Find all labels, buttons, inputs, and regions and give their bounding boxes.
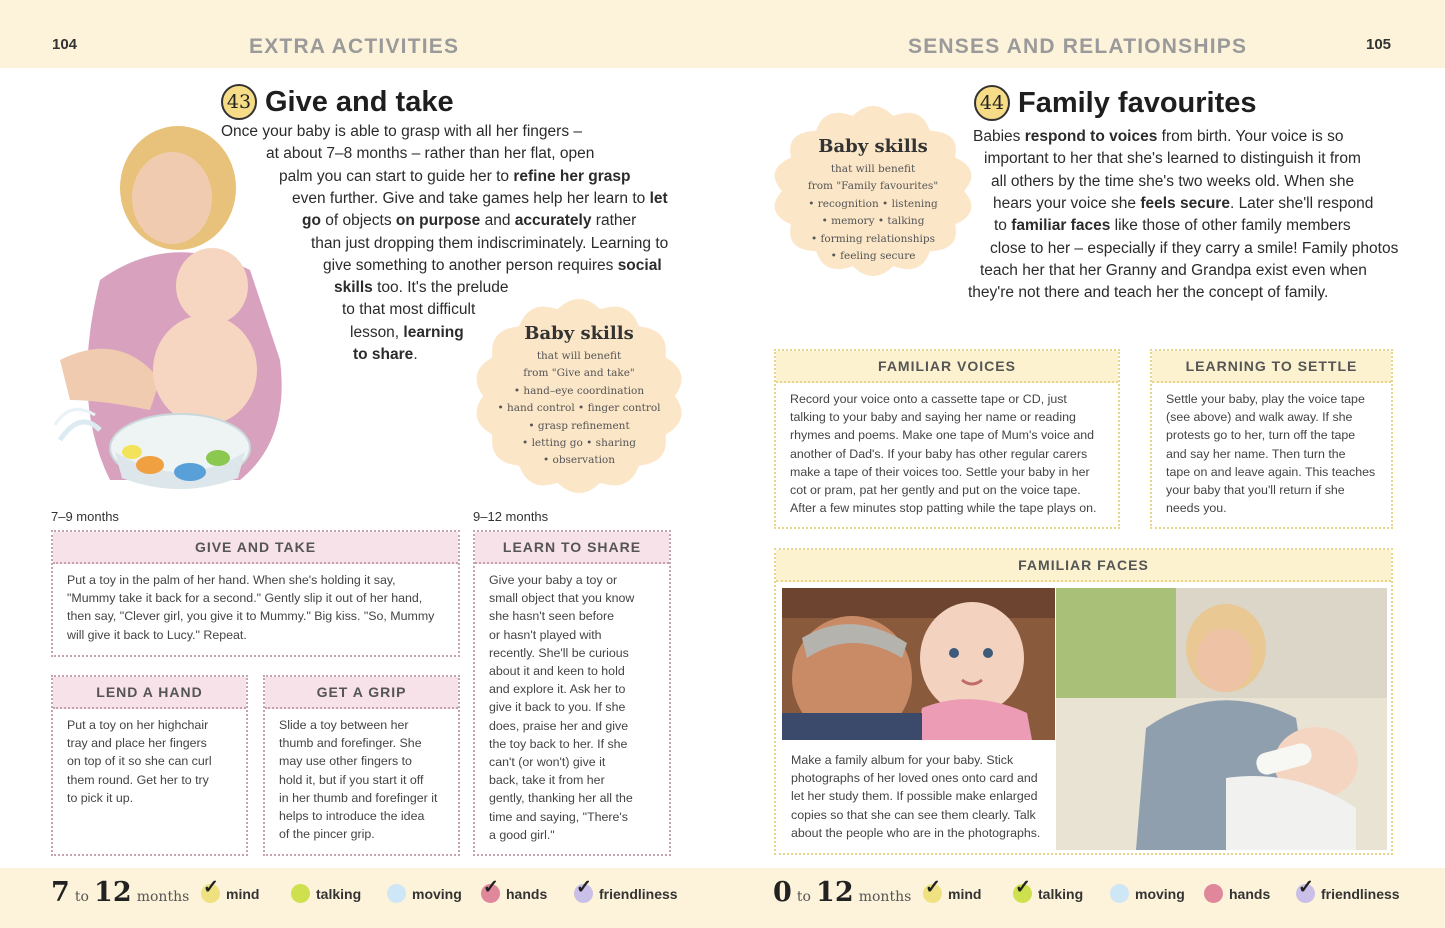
activity-number-badge: 43 [221, 84, 257, 120]
checkmark-icon: ✓ [483, 877, 499, 898]
box-text-line: a good girl." [489, 827, 555, 842]
left-baby-skills-title: Baby skills [524, 323, 634, 344]
familiar-voices-heading: FAMILIAR VOICES [776, 351, 1118, 383]
body-line: important to her that she's learned to distinguish it from [984, 150, 1361, 168]
footer-skill-mind [923, 877, 982, 903]
age-from: 7 [51, 877, 70, 908]
skill-line: from "Family favourites" [807, 180, 939, 193]
body-line: give something to another person requires social [323, 256, 662, 274]
right-page-title: Family favourites [1018, 86, 1257, 119]
skill-dot-icon [1013, 877, 1032, 903]
box-text-line: small object that you know [489, 591, 635, 606]
box-text-line: "Mummy take it back for a second." Gently slip it out of her hand, [67, 591, 423, 606]
body-line: hears your voice she feels secure. Later she'll respond [993, 194, 1374, 212]
body-line: to share. [353, 346, 418, 363]
box-text-line: about it and keen to hold [489, 664, 625, 679]
body-line: at about 7–8 months – rather than her flat, open [266, 145, 595, 163]
age-to-word: to [74, 889, 89, 905]
skill-dot-icon [1296, 877, 1315, 903]
checkmark-icon: ✓ [1298, 877, 1314, 898]
learning-to-settle-heading: LEARNING TO SETTLE [1152, 351, 1391, 383]
footer-skill-hands [481, 877, 548, 903]
skill-label: moving [1135, 885, 1185, 902]
box-text-line: does, praise her and give [489, 718, 629, 733]
skill-dot-icon [1110, 884, 1129, 903]
box-text-line: tape on and leave again. This teaches [1166, 464, 1376, 479]
body-line: close to her – especially if they carry a smile! Family photos [990, 239, 1399, 257]
left-footer-age-range [51, 877, 189, 908]
age-unit: months [858, 889, 912, 905]
footer-skill-talking [1013, 877, 1084, 903]
skill-label: talking [1038, 885, 1084, 902]
box-text-line: and explore it. Ask her to [489, 682, 626, 697]
skill-label: mind [948, 885, 982, 902]
body-line: to that most difficult [342, 301, 476, 319]
body-line: teach her that her Granny and Grandpa exist even when [980, 261, 1367, 279]
box-text-line: them round. Get her to try [67, 772, 209, 787]
get-a-grip-heading: GET A GRIP [265, 677, 458, 709]
skill-line: that will benefit [536, 350, 622, 362]
skill-line: • hand–eye coordination [513, 384, 645, 397]
skill-line: • memory • talking [821, 215, 925, 228]
right-baby-skills-list [773, 161, 973, 265]
left-page-number: 104 [52, 36, 78, 53]
skill-line: from "Give and take" [523, 367, 635, 380]
footer-skill-talking [291, 884, 361, 903]
box-text-line: (see above) and walk away. If she [1166, 410, 1353, 425]
skill-label: moving [412, 885, 462, 902]
familiar-faces-heading: FAMILIAR FACES [776, 550, 1391, 582]
age-label-9-12: 9–12 months [473, 509, 549, 524]
age-to-word: to [796, 889, 811, 905]
learning-to-settle-body [1152, 383, 1391, 517]
box-text-line: and say her name. Then turn the [1166, 446, 1346, 461]
box-text-line: cot or pram, pat her gently and put on the voice tape. [790, 483, 1081, 498]
body-line: all others by the time she's two weeks old. When she [991, 172, 1355, 190]
box-text-line: rhymes and poems. Make one tape of Mum's voice and [790, 428, 1095, 443]
body-line: palm you can start to guide her to refine her grasp [279, 167, 631, 185]
body-line: Once your baby is able to grasp with all her fingers – [221, 123, 582, 140]
familiar-faces-body [783, 745, 1055, 842]
familiar-voices-body [776, 383, 1118, 517]
skill-line: • recognition • listening [808, 197, 938, 210]
body-line: they're not there and teach her the concept of family. [968, 284, 1329, 302]
skill-label: talking [316, 885, 362, 902]
right-running-head: SENSES AND RELATIONSHIPS [908, 35, 1248, 58]
box-text-line: in her thumb and forefinger it [279, 790, 438, 805]
skill-line: • feeling secure [830, 250, 916, 263]
footer-skill-hands [1204, 884, 1270, 903]
skill-line: that will benefit [830, 163, 916, 175]
box-text-line: may use other fingers to [279, 754, 412, 769]
box-text-line: back, take it from her [489, 773, 605, 788]
box-text-line: your baby that you'll return if she [1166, 483, 1345, 498]
give-and-take-heading: GIVE AND TAKE [53, 532, 458, 564]
skill-dot-icon [1204, 884, 1223, 903]
box-text-line: Record your voice onto a cassette tape or CD, just [790, 392, 1067, 406]
box-text-line: the toy back to her. If she [489, 736, 628, 751]
box-text-line: will give it back to Lucy." Repeat. [67, 627, 247, 642]
skill-line: • forming relationships [810, 232, 936, 245]
box-text-line: about the people who are in the photographs. [791, 825, 1041, 840]
right-footer-age-range [773, 877, 911, 908]
box-text-line: Slide a toy between her [279, 718, 409, 732]
right-baby-skills-text [773, 136, 973, 265]
give-and-take-box [51, 530, 460, 657]
grandpa-baby-photo [782, 588, 1055, 740]
skill-dot-icon [481, 877, 500, 903]
box-text-line: then say, "Clever girl, you give it to Mummy." Big kiss. "So, Mummy [67, 609, 435, 624]
skill-dot-icon [387, 884, 406, 903]
skill-line: • letting go • sharing [522, 437, 636, 450]
age-label-7-9: 7–9 months [51, 509, 119, 524]
box-text-line: make a tape of their voices too. Settle your baby in her [790, 464, 1090, 479]
skill-label: hands [506, 885, 548, 902]
learning-to-settle-box [1150, 349, 1393, 529]
checkmark-icon: ✓ [576, 877, 592, 898]
box-text-line: thumb and forefinger. She [279, 736, 422, 751]
box-text-line: Make a family album for your baby. Stick [791, 753, 1014, 767]
get-a-grip-body [265, 709, 458, 843]
body-line: to familiar faces like those of other family members [994, 217, 1351, 235]
footer-skill-moving [387, 884, 462, 903]
activity-number-badge: 44 [974, 85, 1010, 121]
box-text-line: After a few minutes stop patting while the tape plays on. [790, 501, 1097, 516]
age-unit: months [136, 889, 190, 905]
left-baby-skills-text [474, 323, 684, 470]
familiar-voices-box [774, 349, 1120, 529]
skill-dot-icon [574, 877, 593, 903]
age-from: 0 [773, 877, 792, 908]
body-line: Babies respond to voices from birth. Your voice is so [973, 128, 1344, 145]
left-running-head: EXTRA ACTIVITIES [249, 35, 460, 58]
box-text-line: time and saying, "There's [489, 809, 628, 824]
box-text-line: talking to your baby and saying her name or reading [790, 410, 1076, 425]
box-text-line: hold it, but if you start it off [279, 772, 424, 787]
checkmark-icon: ✓ [203, 877, 219, 898]
lend-a-hand-box [51, 675, 248, 856]
box-text-line: tray and place her fingers [67, 736, 207, 751]
box-text-line: protests go to her, turn off the tape [1166, 428, 1356, 443]
footer-skill-friendliness [574, 877, 678, 903]
age-to: 12 [94, 877, 132, 908]
left-page-title: Give and take [265, 85, 454, 118]
box-text-line: she hasn't seen before [489, 609, 614, 624]
learn-to-share-body [475, 564, 669, 844]
checkmark-icon: ✓ [925, 877, 941, 898]
skill-label: hands [1229, 885, 1271, 902]
lend-a-hand-heading: LEND A HAND [53, 677, 246, 709]
learn-to-share-heading: LEARN TO SHARE [475, 532, 669, 564]
skill-dot-icon [201, 877, 220, 903]
box-text-line: photographs of her loved ones onto card and [791, 771, 1038, 786]
footer-skill-mind [201, 877, 260, 903]
body-line: than just dropping them indiscriminately. Learning to [311, 234, 669, 252]
grandma-feeding-baby-photo [1056, 588, 1387, 850]
box-text-line: helps to introduce the idea [279, 809, 425, 824]
right-baby-skills-title: Baby skills [818, 136, 928, 157]
body-line: lesson, learning [350, 323, 464, 341]
skill-dot-icon [291, 884, 310, 903]
box-text-line: let her study them. If possible make enlarged [791, 789, 1038, 804]
box-text-line: to pick it up. [67, 790, 134, 805]
skill-dot-icon [923, 877, 942, 903]
body-line: skills too. It's the prelude [334, 279, 509, 297]
box-text-line: can't (or won't) give it [489, 755, 606, 770]
skill-label: mind [226, 885, 260, 902]
box-text-line: on top of it so she can curl [67, 754, 212, 769]
left-title-row [221, 84, 454, 120]
box-text-line: Put a toy on her highchair [67, 718, 209, 732]
box-text-line: or hasn't played with [489, 627, 602, 642]
box-text-line: Give your baby a toy or [489, 573, 618, 587]
skill-label: friendliness [599, 885, 678, 902]
footer-skill-moving [1110, 884, 1185, 903]
skill-label: friendliness [1321, 885, 1400, 902]
box-text-line: recently. She'll be curious [489, 645, 629, 660]
skill-line: • hand control • finger control [497, 402, 661, 415]
age-to: 12 [816, 877, 854, 908]
box-text-line: another of Dad's. If your baby has other regular carers [790, 446, 1088, 461]
box-text-line: give it back to you. If she [489, 700, 626, 715]
box-text-line: gently, thanking her all the [489, 791, 633, 806]
lend-a-hand-body [53, 709, 246, 807]
give-and-take-body [53, 564, 458, 644]
learn-to-share-box [473, 530, 671, 856]
box-text-line: of the pincer grip. [279, 827, 375, 842]
right-page-number: 105 [1366, 36, 1392, 53]
body-line: go of objects on purpose and accurately rather [302, 212, 637, 230]
checkmark-icon: ✓ [1015, 877, 1031, 898]
footer-skill-friendliness [1296, 877, 1400, 903]
skill-line: • grasp refinement [528, 419, 630, 432]
right-title-row [974, 85, 1257, 121]
get-a-grip-box [263, 675, 460, 856]
box-text-line: Settle your baby, play the voice tape [1166, 392, 1365, 406]
skill-line: • observation [542, 454, 616, 467]
left-baby-skills-list [474, 348, 684, 470]
box-text-line: needs you. [1166, 501, 1227, 516]
box-text-line: copies so that she can see them clearly. Talk [791, 807, 1036, 822]
box-text-line: Put a toy in the palm of her hand. When she's holding it say, [67, 573, 396, 587]
body-line: even further. Give and take games help her learn to let [292, 189, 668, 207]
